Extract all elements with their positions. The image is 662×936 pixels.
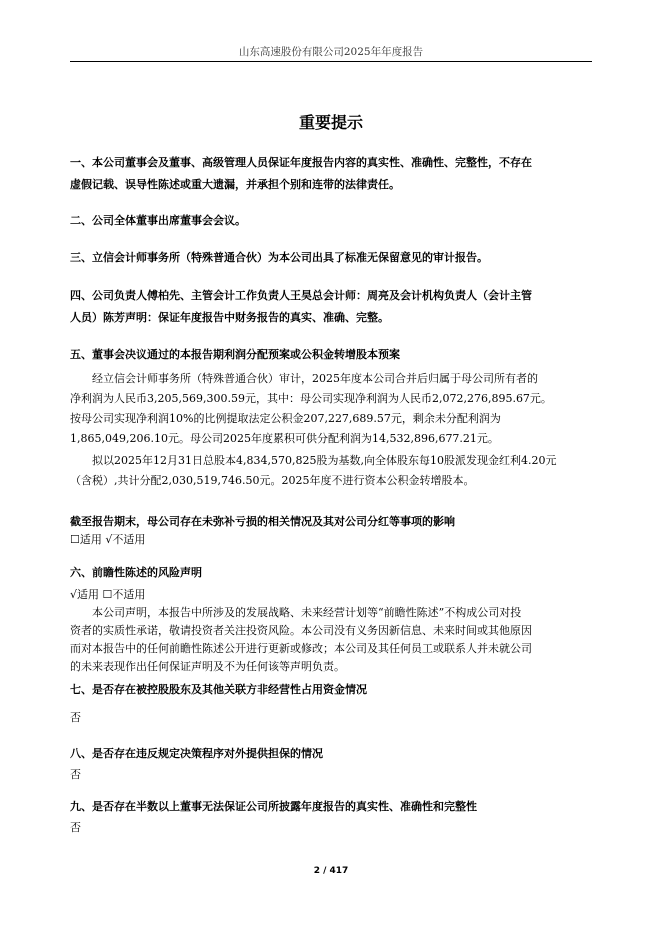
section-8-title: 八、是否存在违反规定决策程序对外提供担保的情况 (70, 747, 323, 760)
header-rule (70, 61, 592, 62)
section-6-title: 六、前瞻性陈述的风险声明 (70, 566, 202, 579)
section-7-answer: 否 (70, 711, 81, 724)
page-title: 重要提示 (298, 113, 363, 132)
loss-section-title: 截至报告期末，母公司存在未弥补亏损的相关情况及其对公司分红等事项的影响 (70, 515, 455, 528)
section-3: 三、立信会计师事务所（特殊普通合伙）为本公司出具了标准无保留意见的审计报告。 (70, 251, 488, 264)
page-number: 2 / 417 (313, 866, 349, 876)
section-1-line-1: 一、本公司董事会及董事、高级管理人员保证年度报告内容的真实性、准确性、完整性，不存在 (70, 156, 532, 169)
section-4-line-2: 人员）陈芳声明：保证年度报告中财务报告的真实、准确、完整。 (70, 311, 389, 324)
loss-applicability: ☐适用 √不适用 (70, 533, 146, 546)
section-6-para-line-2: 资者的实质性承诺，敬请投资者关注投资风险。本公司没有义务因新信息、未来时间或其他原因 (70, 624, 532, 637)
section-5-para-1-line-1: 经立信会计师事务所（特殊普通合伙）审计，2025年度本公司合并后归属于母公司所有者的 (92, 372, 538, 385)
section-9-answer: 否 (70, 821, 81, 834)
section-6-applicability: √适用 ☐不适用 (70, 588, 146, 601)
section-5-para-2-line-1: 拟以2025年12月31日总股本4,834,570,825股为基数,向全体股东每10股派发现金红利4.20元 (92, 454, 557, 467)
section-5-para-1-line-3: 按母公司实现净利润10%的比例提取法定公积金207,227,689.57元，剩余未分配利润为 (70, 412, 501, 425)
section-8-answer: 否 (70, 768, 81, 781)
running-header: 山东高速股份有限公司2025年年度报告 (238, 46, 424, 58)
section-6-para-line-4: 的未来表现作出任何保证声明及不为任何该等声明负责。 (70, 660, 345, 673)
section-5-para-1-line-4: 1,865,049,206.10元。母公司2025年度累积可供分配利润为14,532,896,677.21元。 (70, 432, 499, 445)
section-5-para-1-line-2: 净利润为人民币3,205,569,300.59元，其中：母公司实现净利润为人民币2,072,276,895.67元。 (70, 392, 552, 405)
section-9-title: 九、是否存在半数以上董事无法保证公司所披露年度报告的真实性、准确性和完整性 (70, 800, 477, 813)
section-7-title: 七、是否存在被控股股东及其他关联方非经营性占用资金情况 (70, 683, 367, 696)
section-1-line-2: 虚假记载、误导性陈述或重大遗漏，并承担个别和连带的法律责任。 (70, 178, 400, 191)
section-2: 二、公司全体董事出席董事会会议。 (70, 214, 246, 227)
section-6-para-line-1: 本公司声明，本报告中所涉及的发展战略、未来经营计划等“前瞻性陈述”不构成公司对投 (92, 606, 522, 619)
section-6-para-line-3: 而对本报告中的任何前瞻性陈述公开进行更新或修改；本公司及其任何员工或联系人并未就公司 (70, 642, 532, 655)
section-5-title: 五、董事会决议通过的本报告期利润分配预案或公积金转增股本预案 (70, 348, 400, 361)
section-4-line-1: 四、公司负责人傅柏先、主管会计工作负责人王昊总会计师：周亮及会计机构负责人（会计主管 (70, 289, 532, 302)
section-5-para-2-line-2: （含税）,共计分配2,030,519,746.50元。2025年度不进行资本公积金转增股本。 (70, 474, 475, 487)
